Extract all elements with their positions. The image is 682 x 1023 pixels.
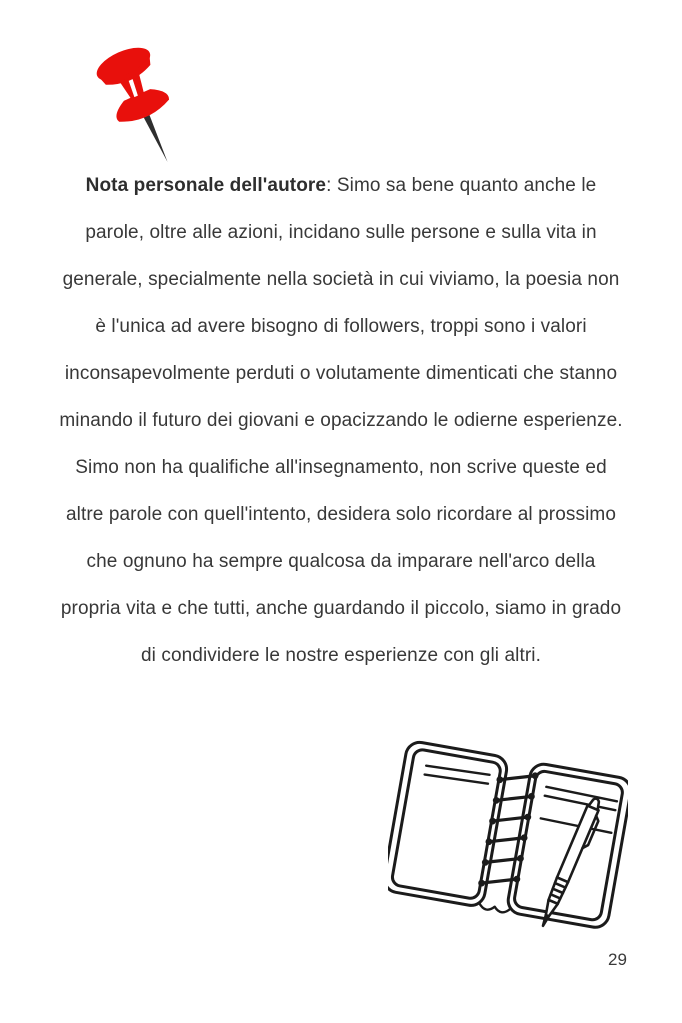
note-paragraph-1-text: : Simo sa bene quanto anche le parole, oltre alle azioni, incidano sulle persone e sulla vita in generale, specialmente nella società in cui viviamo, la poesia non è l'unica ad avere bisogno di followers, troppi sono i valori inconsapevolmente perduti o volutamente dimenticati che stanno minando il futuro dei giovani e opacizzando le odierne esperienze.: [59, 175, 623, 431]
notebook-svg: [388, 736, 628, 941]
notebook-pen-illustration: [388, 736, 628, 941]
note-paragraph-1: [56, 162, 626, 444]
pushpin-svg: [86, 40, 192, 172]
note-lead-bold: Nota personale dell'autore: [85, 175, 327, 196]
author-note: [56, 162, 626, 679]
page-number: 29: [608, 950, 627, 969]
note-paragraph-2: Simo non ha qualifiche all'insegnamento, non scrive queste ed altre parole con quell'intento, desidera solo ricordare al prossimo che ognuno ha sempre qualcosa da imparare nell'arco della propria vita e che tutti, anche guardando il piccolo, siamo in grado di condividere le nostre esperienze con gli altri.: [60, 457, 622, 666]
pushpin-icon: [86, 40, 192, 172]
